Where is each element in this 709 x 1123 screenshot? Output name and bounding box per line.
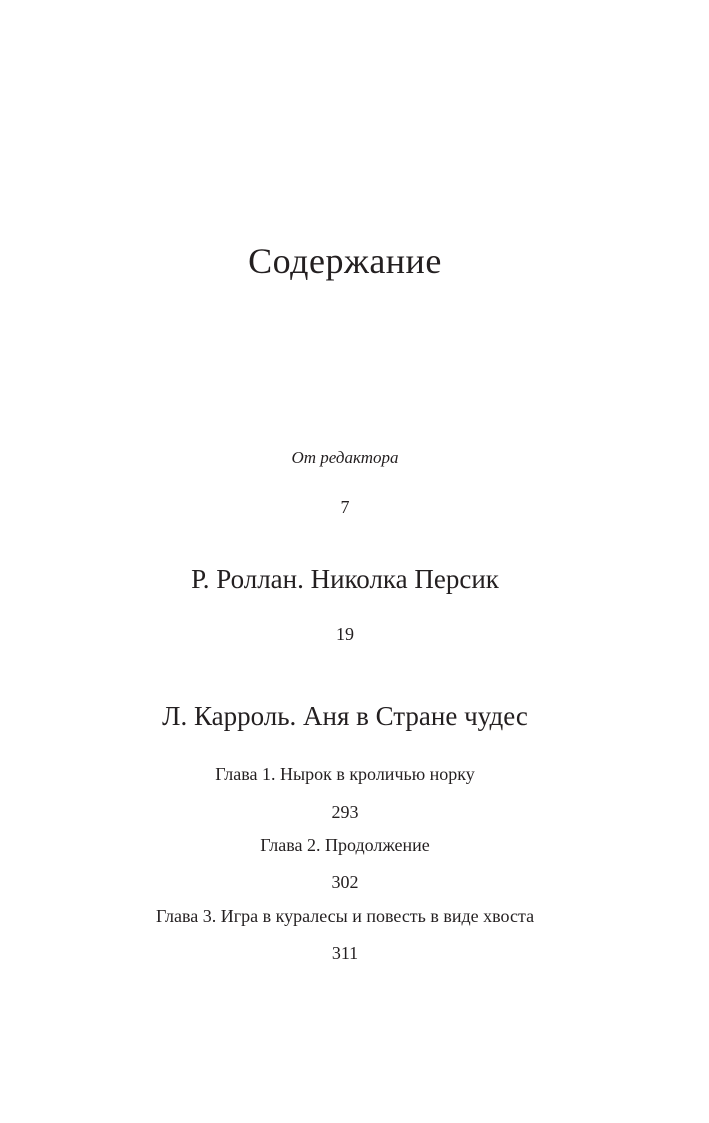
toc-chapter-2: Глава 2. Продолжение [260, 835, 430, 855]
toc-page-number: 293 [331, 802, 359, 822]
toc-section-rolland: Р. Роллан. Николка Персик [191, 564, 499, 594]
toc-chapter-3: Глава 3. Игра в куралесы и повесть в виде хвоста [155, 906, 535, 926]
toc-chapter-1: Глава 1. Нырок в кроличью норку [215, 764, 475, 784]
toc-entry-editor-note: От редактора [291, 448, 399, 467]
toc-page-number: 311 [331, 943, 359, 963]
toc-page-number: 7 [340, 497, 350, 517]
toc-section-carroll: Л. Карроль. Аня в Стране чудес [162, 701, 528, 731]
toc-page-number: 19 [336, 624, 354, 644]
toc-page-number: 302 [331, 872, 359, 892]
page-title: Содержание [248, 241, 442, 281]
